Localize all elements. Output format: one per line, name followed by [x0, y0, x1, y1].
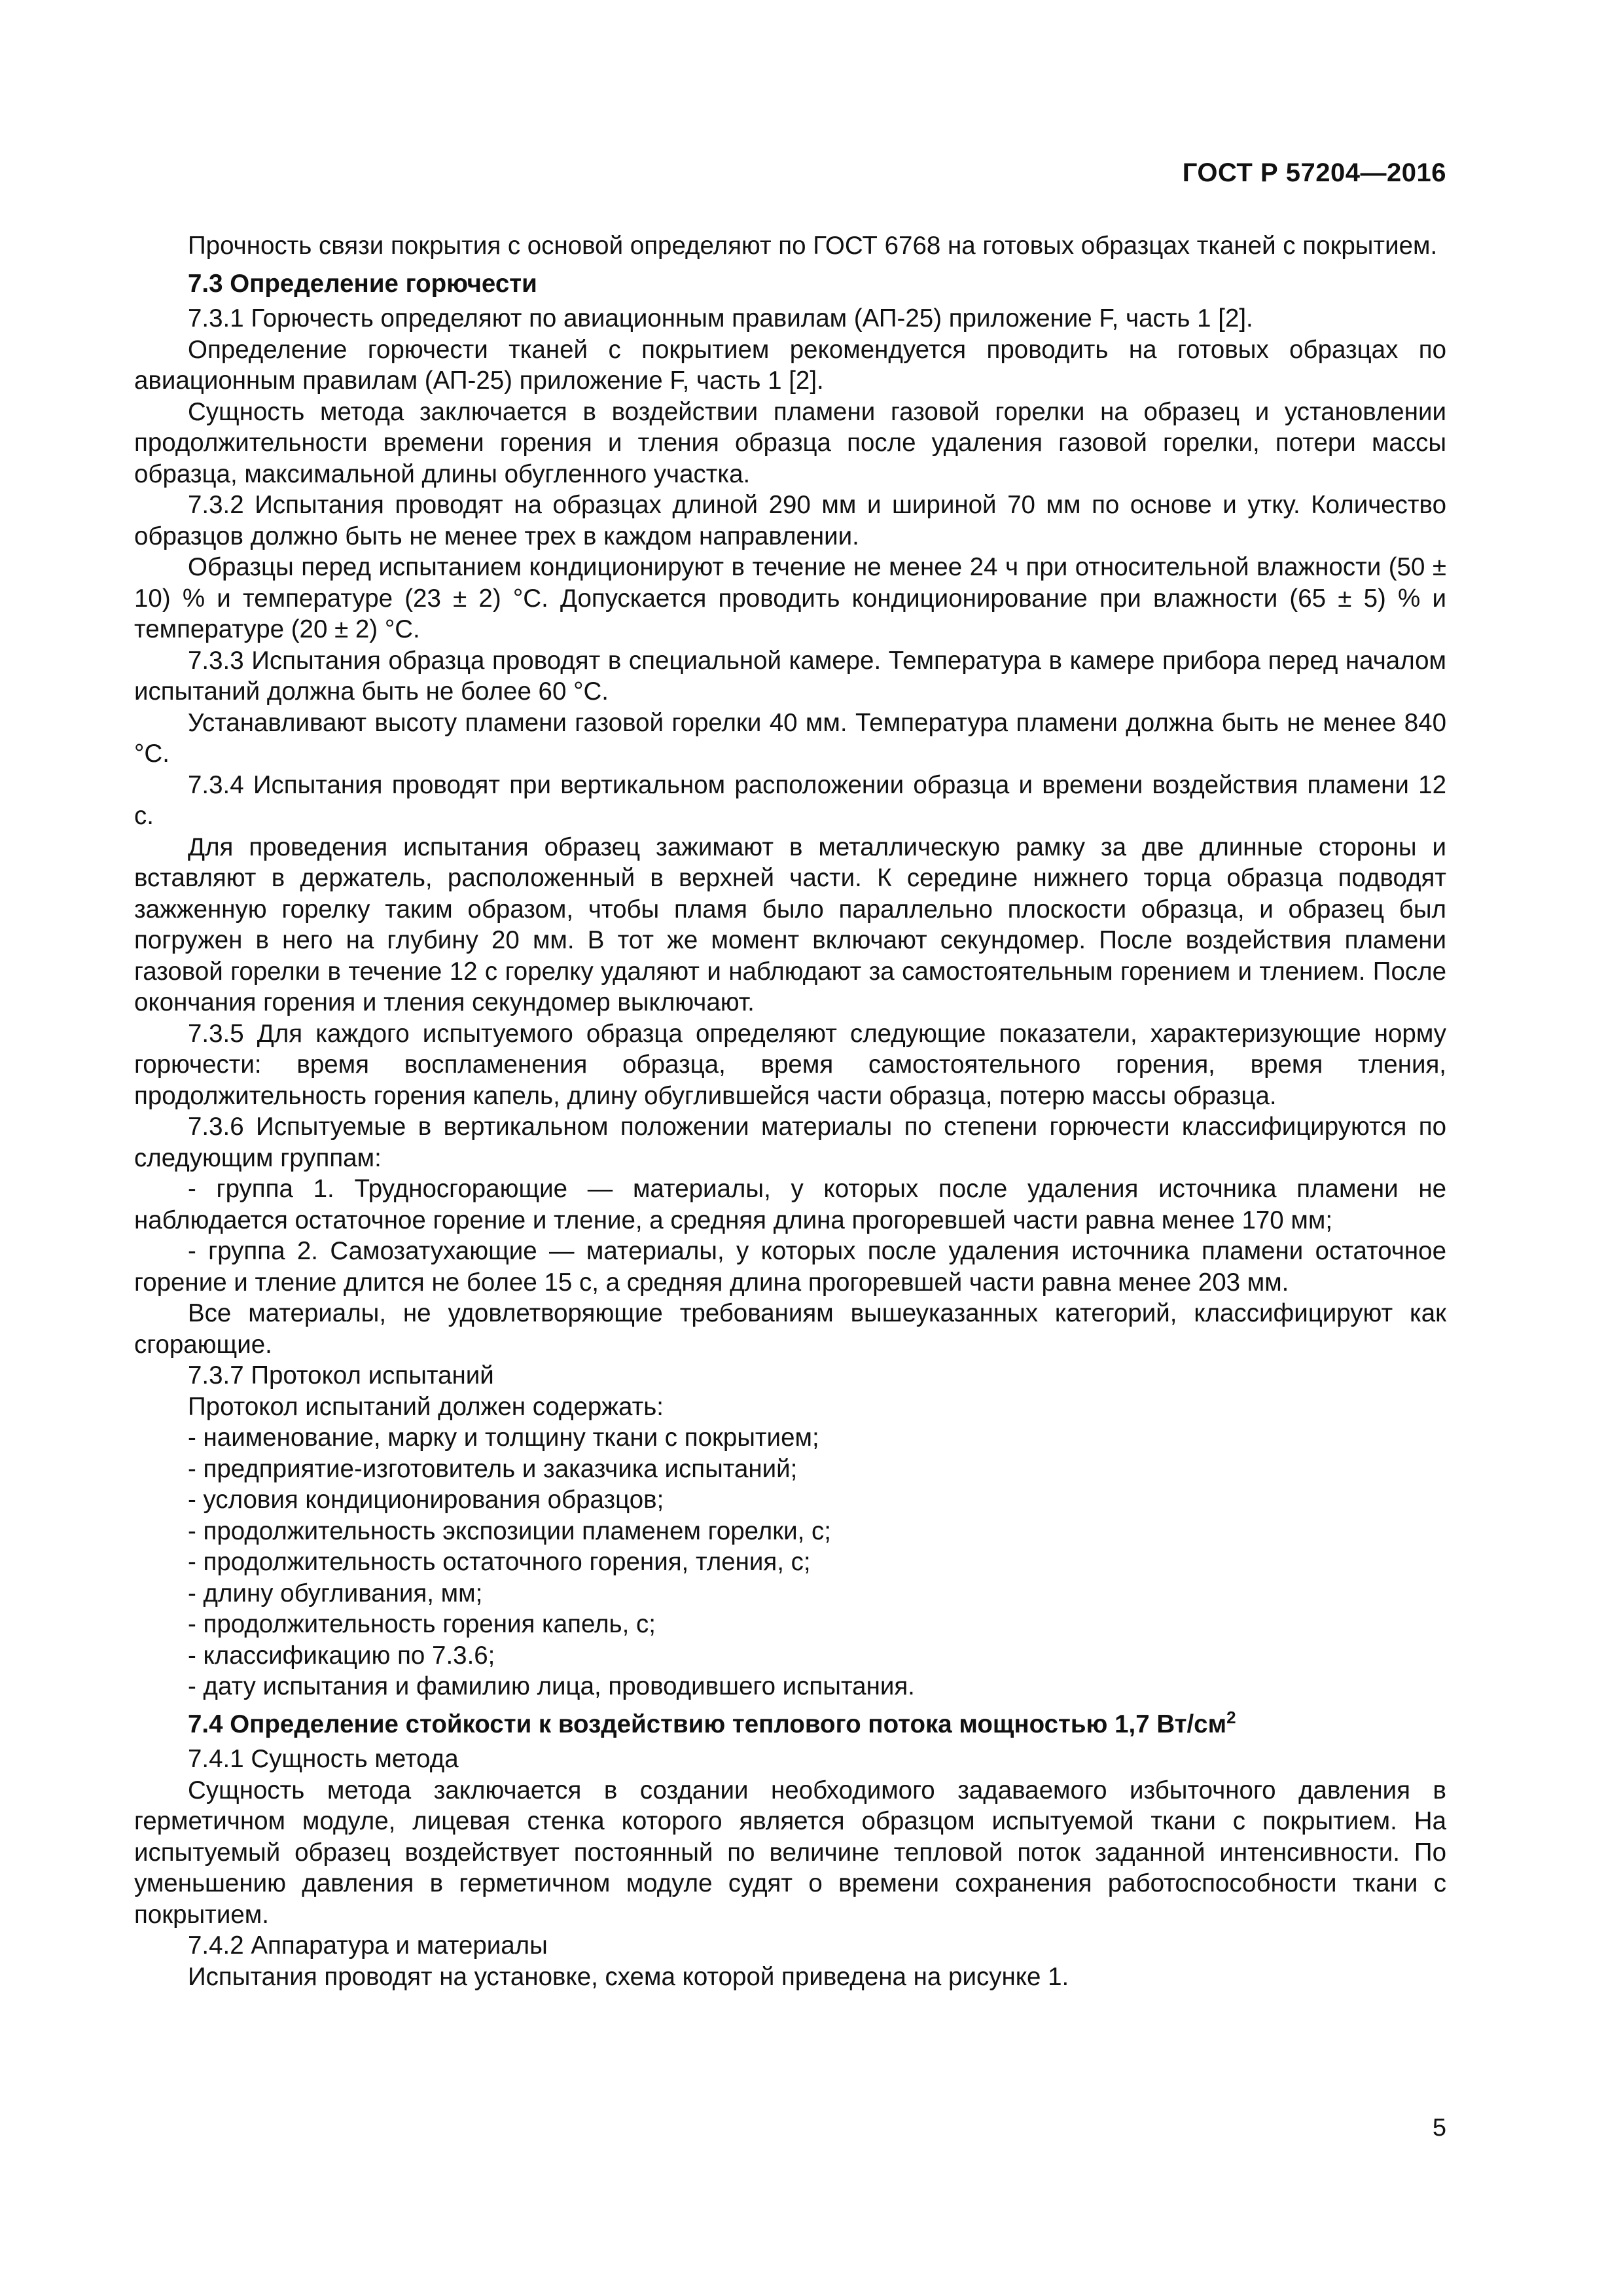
list-item: - классификацию по 7.3.6;	[188, 1641, 495, 1670]
list-item: - продолжительность остаточного горения, тления, с;	[188, 1548, 811, 1576]
paragraph: Образцы перед испытанием кондиционируют в течение не менее 24 ч при относительной влажности (50 ± 10) % и температуре (23 ± 2) °С. Допускается проводить кондиционирование при влажности (65 ± 5) % и температуре (20 ± 2) °С.	[134, 553, 1446, 643]
list-item: - группа 1. Трудносгорающие — материалы, у которых после удаления источника пламени не наблюдается остаточное горение и тление, а средняя длина прогоревшей части равна менее 170 мм;	[134, 1175, 1446, 1234]
list-item: - условия кондиционирования образцов;	[188, 1486, 664, 1514]
list-item: - продолжительность горения капель, с;	[188, 1610, 656, 1638]
paragraph: Испытания проводят на установке, схема которой приведена на рисунке 1.	[188, 1962, 1069, 1991]
paragraph: Прочность связи покрытия с основой определяют по ГОСТ 6768 на готовых образцах тканей с покрытием.	[188, 232, 1438, 260]
page-number: 5	[1432, 2114, 1446, 2142]
document-body	[134, 230, 1446, 1992]
list-item: - дату испытания и фамилию лица, проводившего испытания.	[188, 1672, 915, 1700]
paragraph: 7.3.4 Испытания проводят при вертикальном расположении образца и времени воздействия пламени 12 с.	[134, 770, 1446, 830]
subsection-title: 7.4.1 Сущность метода	[188, 1745, 459, 1773]
paragraph: 7.3.1 Горючесть определяют по авиационным правилам (АП-25) приложение F, часть 1 [2].	[188, 304, 1253, 332]
paragraph: Для проведения испытания образец зажимают в металлическую рамку за две длинные стороны и вставляют в держатель, расположенный в верхней части. К середине нижнего торца образца подводят зажженную горелку таким образом, чтобы пламя было параллельно плоскости образца, и образец был погружен в него на глубину 20 мм. В тот же момент включают секундомер. После воздействия пламени газовой горелки в течение 12 с горелку удаляют и наблюдают за самостоятельным горением и тлением. После окончания горения и тления секундомер выключают.	[134, 833, 1446, 1016]
subsection-title: 7.4.2 Аппаратура и материалы	[188, 1931, 548, 1960]
heading-text: 7.4 Определение стойкости к воздействию теплового потока мощностью 1,7 Вт/см	[188, 1710, 1227, 1738]
list-item: - предприятие-изготовитель и заказчика испытаний;	[188, 1454, 798, 1483]
list-item: - группа 2. Самозатухающие — материалы, у которых после удаления источника пламени остаточное горение и тление длится не более 15 с, а средняя длина прогоревшей части равна менее 203 мм.	[134, 1237, 1446, 1297]
document-header: ГОСТ Р 57204—2016	[1182, 158, 1446, 187]
list-item: - длину обугливания, мм;	[188, 1579, 483, 1607]
section-heading-7-4	[134, 1709, 1446, 1740]
list-item: - продолжительность экспозиции пламенем горелки, с;	[188, 1516, 831, 1545]
paragraph: Определение горючести тканей с покрытием рекомендуется проводить на готовых образцах по авиационным правилам (АП-25) приложение F, часть 1 [2].	[134, 335, 1446, 395]
paragraph: Сущность метода заключается в создании необходимого задаваемого избыточного давления в герметичном модуле, лицевая стенка которого является образцом испытуемой ткани с покрытием. На испытуемый образец воздействует постоянный по величине тепловой поток заданной интенсивности. По уменьшению давления в герметичном модуле судят о времени сохранения работоспособности ткани с покрытием.	[134, 1776, 1446, 1929]
list-item: - наименование, марку и толщину ткани с покрытием;	[188, 1424, 819, 1452]
paragraph: Все материалы, не удовлетворяющие требованиям вышеуказанных категорий, классифицируют как сгорающие.	[134, 1299, 1446, 1359]
paragraph: 7.3.3 Испытания образца проводят в специальной камере. Температура в камере прибора перед началом испытаний должна быть не более 60 °С.	[134, 646, 1446, 706]
paragraph: Устанавливают высоту пламени газовой горелки 40 мм. Температура пламени должна быть не менее 840 °С.	[134, 708, 1446, 768]
protocol-list	[134, 1422, 1446, 1702]
paragraph: 7.3.2 Испытания проводят на образцах длиной 290 мм и шириной 70 мм по основе и утку. Количество образцов должно быть не менее трех в каждом направлении.	[134, 491, 1446, 550]
subsection-title: 7.3.7 Протокол испытаний	[188, 1361, 494, 1390]
section-heading-7-3: 7.3 Определение горючести	[188, 269, 537, 298]
paragraph: Сущность метода заключается в воздействии пламени газовой горелки на образец и установлении продолжительности времени горения и тления образца после удаления газовой горелки, потери массы образца, максимальной длины обугленного участка.	[134, 397, 1446, 488]
paragraph: Протокол испытаний должен содержать:	[188, 1392, 664, 1421]
heading-superscript: 2	[1226, 1707, 1236, 1727]
paragraph: 7.3.6 Испытуемые в вертикальном положении материалы по степени горючести классифицируются по следующим группам:	[134, 1113, 1446, 1172]
paragraph: 7.3.5 Для каждого испытуемого образца определяют следующие показатели, характеризующие норму горючести: время воспламенения образца, время самостоятельного горения, время тления, продолжительность горения капель, длину обуглившейся части образца, потерю массы образца.	[134, 1019, 1446, 1110]
